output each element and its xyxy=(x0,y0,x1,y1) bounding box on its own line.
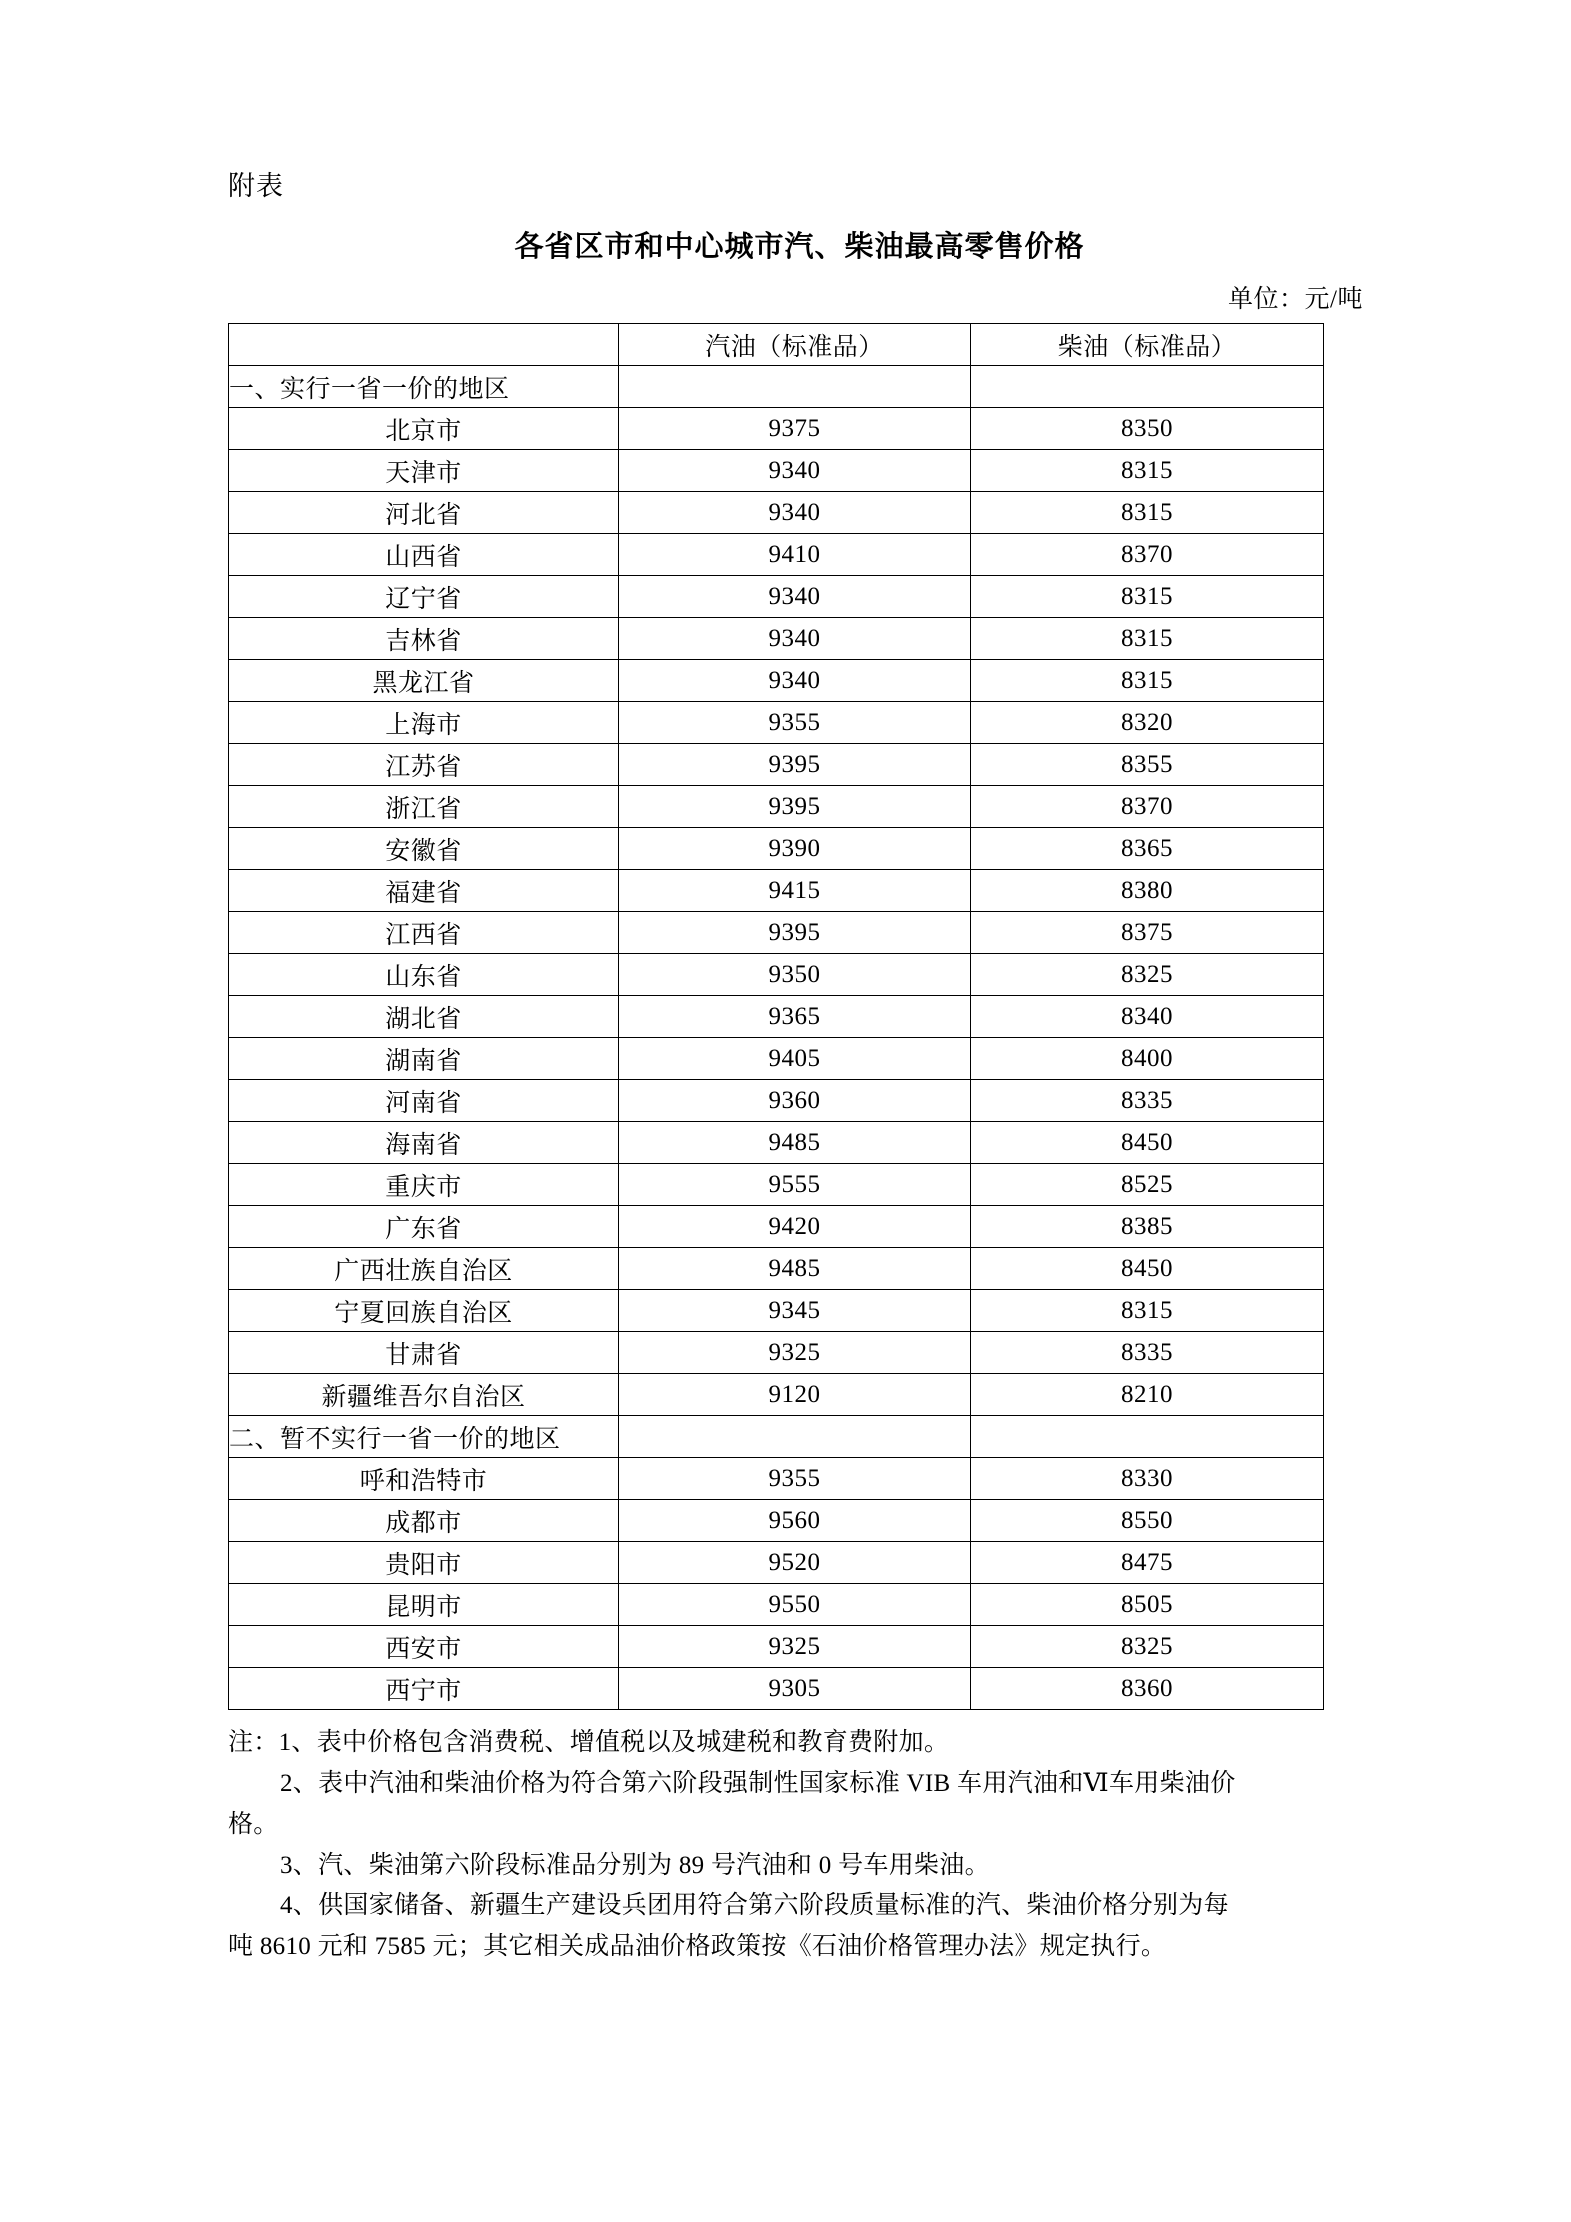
gasoline-price: 9340 xyxy=(619,450,971,492)
table-row xyxy=(229,744,1324,786)
note-2: 2、表中汽油和柴油价格为符合第六阶段强制性国家标准 VIB 车用汽油和Ⅵ车用柴油价 xyxy=(280,1770,1236,1798)
region-name: 贵阳市 xyxy=(229,1542,619,1584)
region-name: 广东省 xyxy=(229,1206,619,1248)
section-header-row xyxy=(229,366,1324,408)
diesel-price: 8370 xyxy=(971,534,1324,576)
diesel-price: 8370 xyxy=(971,786,1324,828)
region-name: 山西省 xyxy=(229,534,619,576)
table-row xyxy=(229,1122,1324,1164)
gasoline-price: 9305 xyxy=(619,1668,971,1710)
table-row xyxy=(229,534,1324,576)
table-row xyxy=(229,1500,1324,1542)
section-blank-diesel xyxy=(971,1416,1324,1458)
gasoline-price: 9340 xyxy=(619,618,971,660)
region-name: 浙江省 xyxy=(229,786,619,828)
column-header-gasoline: 汽油（标准品） xyxy=(619,324,971,366)
region-name: 宁夏回族自治区 xyxy=(229,1290,619,1332)
gasoline-price: 9520 xyxy=(619,1542,971,1584)
region-name: 呼和浩特市 xyxy=(229,1458,619,1500)
diesel-price: 8450 xyxy=(971,1248,1324,1290)
note-4: 4、供国家储备、新疆生产建设兵团用符合第六阶段质量标准的汽、柴油价格分别为每 xyxy=(280,1892,1229,1920)
diesel-price: 8380 xyxy=(971,870,1324,912)
table-row xyxy=(229,450,1324,492)
table-row xyxy=(229,702,1324,744)
gasoline-price: 9560 xyxy=(619,1500,971,1542)
gasoline-price: 9415 xyxy=(619,870,971,912)
region-name: 天津市 xyxy=(229,450,619,492)
section-blank-diesel xyxy=(971,366,1324,408)
diesel-price: 8315 xyxy=(971,576,1324,618)
table-row xyxy=(229,1584,1324,1626)
page-title: 各省区市和中心城市汽、柴油最高零售价格 xyxy=(514,231,1085,264)
table-row xyxy=(229,912,1324,954)
diesel-price: 8320 xyxy=(971,702,1324,744)
gasoline-price: 9355 xyxy=(619,1458,971,1500)
note-4-cont: 吨 8610 元和 7585 元；其它相关成品油价格政策按《石油价格管理办法》规定执行。 xyxy=(228,1933,1167,1961)
diesel-price: 8475 xyxy=(971,1542,1324,1584)
table-row xyxy=(229,1374,1324,1416)
section-header-row xyxy=(229,1416,1324,1458)
table-row xyxy=(229,1290,1324,1332)
region-name: 重庆市 xyxy=(229,1164,619,1206)
gasoline-price: 9365 xyxy=(619,996,971,1038)
diesel-price: 8315 xyxy=(971,492,1324,534)
gasoline-price: 9485 xyxy=(619,1122,971,1164)
region-name: 成都市 xyxy=(229,1500,619,1542)
gasoline-price: 9350 xyxy=(619,954,971,996)
diesel-price: 8450 xyxy=(971,1122,1324,1164)
gasoline-price: 9420 xyxy=(619,1206,971,1248)
gasoline-price: 9410 xyxy=(619,534,971,576)
gasoline-price: 9550 xyxy=(619,1584,971,1626)
column-header-region xyxy=(229,324,619,366)
table-row xyxy=(229,1080,1324,1122)
diesel-price: 8325 xyxy=(971,954,1324,996)
table-row xyxy=(229,954,1324,996)
region-name: 湖南省 xyxy=(229,1038,619,1080)
table-row xyxy=(229,1542,1324,1584)
column-header-diesel: 柴油（标准品） xyxy=(971,324,1324,366)
gasoline-price: 9325 xyxy=(619,1332,971,1374)
region-name: 海南省 xyxy=(229,1122,619,1164)
diesel-price: 8360 xyxy=(971,1668,1324,1710)
diesel-price: 8210 xyxy=(971,1374,1324,1416)
table-row xyxy=(229,1038,1324,1080)
diesel-price: 8385 xyxy=(971,1206,1324,1248)
gasoline-price: 9345 xyxy=(619,1290,971,1332)
table-header-row xyxy=(229,324,1324,366)
note-3: 3、汽、柴油第六阶段标准品分别为 89 号汽油和 0 号车用柴油。 xyxy=(280,1851,990,1879)
section-blank-gasoline xyxy=(619,366,971,408)
table-row xyxy=(229,996,1324,1038)
region-name: 吉林省 xyxy=(229,618,619,660)
region-name: 昆明市 xyxy=(229,1584,619,1626)
region-name: 新疆维吾尔自治区 xyxy=(229,1374,619,1416)
region-name: 辽宁省 xyxy=(229,576,619,618)
gasoline-price: 9120 xyxy=(619,1374,971,1416)
diesel-price: 8400 xyxy=(971,1038,1324,1080)
table-row xyxy=(229,1248,1324,1290)
region-name: 湖北省 xyxy=(229,996,619,1038)
diesel-price: 8315 xyxy=(971,660,1324,702)
table-row xyxy=(229,492,1324,534)
diesel-price: 8525 xyxy=(971,1164,1324,1206)
table-row xyxy=(229,1626,1324,1668)
unit-label: 单位：元/吨 xyxy=(1228,286,1363,314)
price-table xyxy=(228,323,1324,1710)
diesel-price: 8550 xyxy=(971,1500,1324,1542)
region-name: 河北省 xyxy=(229,492,619,534)
gasoline-price: 9355 xyxy=(619,702,971,744)
gasoline-price: 9555 xyxy=(619,1164,971,1206)
gasoline-price: 9390 xyxy=(619,828,971,870)
diesel-price: 8355 xyxy=(971,744,1324,786)
region-name: 西宁市 xyxy=(229,1668,619,1710)
diesel-price: 8505 xyxy=(971,1584,1324,1626)
table-row xyxy=(229,870,1324,912)
table-row xyxy=(229,786,1324,828)
table-row xyxy=(229,1668,1324,1710)
diesel-price: 8315 xyxy=(971,618,1324,660)
table-row xyxy=(229,828,1324,870)
diesel-price: 8335 xyxy=(971,1332,1324,1374)
region-name: 河南省 xyxy=(229,1080,619,1122)
attachment-label: 附表 xyxy=(228,171,284,201)
region-name: 北京市 xyxy=(229,408,619,450)
section-blank-gasoline xyxy=(619,1416,971,1458)
table-row xyxy=(229,1164,1324,1206)
table-row xyxy=(229,618,1324,660)
diesel-price: 8340 xyxy=(971,996,1324,1038)
diesel-price: 8375 xyxy=(971,912,1324,954)
region-name: 黑龙江省 xyxy=(229,660,619,702)
region-name: 山东省 xyxy=(229,954,619,996)
region-name: 江苏省 xyxy=(229,744,619,786)
diesel-price: 8325 xyxy=(971,1626,1324,1668)
gasoline-price: 9485 xyxy=(619,1248,971,1290)
diesel-price: 8365 xyxy=(971,828,1324,870)
notes-block xyxy=(228,1724,1371,1967)
region-name: 福建省 xyxy=(229,870,619,912)
table-row xyxy=(229,660,1324,702)
gasoline-price: 9360 xyxy=(619,1080,971,1122)
table-row xyxy=(229,1458,1324,1500)
region-name: 甘肃省 xyxy=(229,1332,619,1374)
region-name: 上海市 xyxy=(229,702,619,744)
section-label: 二、暂不实行一省一价的地区 xyxy=(229,1416,619,1458)
diesel-price: 8335 xyxy=(971,1080,1324,1122)
gasoline-price: 9340 xyxy=(619,576,971,618)
diesel-price: 8315 xyxy=(971,1290,1324,1332)
diesel-price: 8350 xyxy=(971,408,1324,450)
gasoline-price: 9375 xyxy=(619,408,971,450)
gasoline-price: 9340 xyxy=(619,660,971,702)
gasoline-price: 9340 xyxy=(619,492,971,534)
gasoline-price: 9325 xyxy=(619,1626,971,1668)
note-2-cont: 格。 xyxy=(228,1810,279,1838)
table-row xyxy=(229,1206,1324,1248)
gasoline-price: 9395 xyxy=(619,744,971,786)
gasoline-price: 9395 xyxy=(619,786,971,828)
table-row xyxy=(229,408,1324,450)
table-row xyxy=(229,1332,1324,1374)
diesel-price: 8330 xyxy=(971,1458,1324,1500)
gasoline-price: 9395 xyxy=(619,912,971,954)
region-name: 江西省 xyxy=(229,912,619,954)
region-name: 广西壮族自治区 xyxy=(229,1248,619,1290)
diesel-price: 8315 xyxy=(971,450,1324,492)
section-label: 一、实行一省一价的地区 xyxy=(229,366,619,408)
region-name: 安徽省 xyxy=(229,828,619,870)
region-name: 西安市 xyxy=(229,1626,619,1668)
gasoline-price: 9405 xyxy=(619,1038,971,1080)
table-row xyxy=(229,576,1324,618)
note-1: 注：1、表中价格包含消费税、增值税以及城建税和教育费附加。 xyxy=(228,1729,950,1757)
